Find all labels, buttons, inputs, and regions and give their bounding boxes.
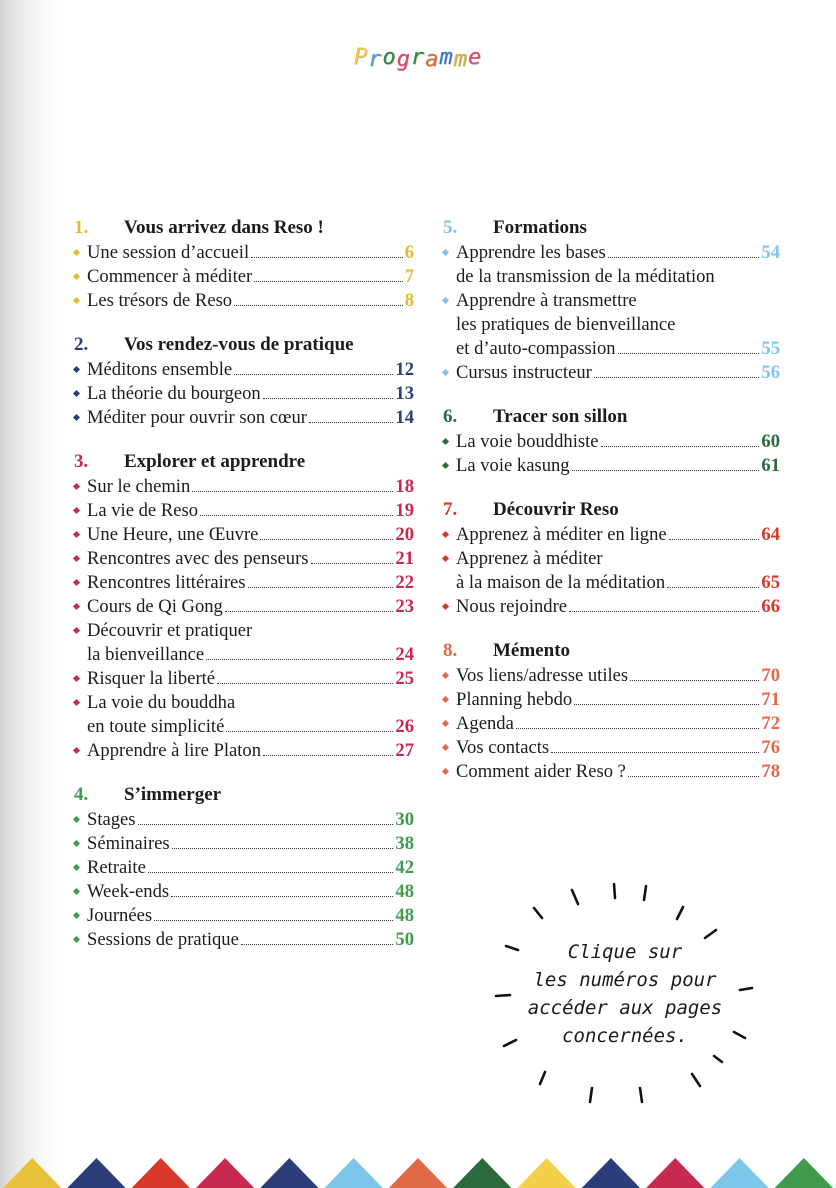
dot-leader <box>200 515 393 516</box>
page-number-link[interactable]: 66 <box>761 596 780 617</box>
dot-leader <box>572 470 760 471</box>
entry-line <box>87 241 414 265</box>
section-number: 3. <box>74 451 89 472</box>
section-number: 6. <box>443 406 458 427</box>
toc-entry <box>74 475 414 499</box>
entry-line <box>87 523 414 547</box>
bullet-diamond-icon <box>73 864 80 871</box>
dot-leader <box>206 659 393 660</box>
bullet-diamond-icon <box>73 297 80 304</box>
title-letter: o <box>382 45 397 70</box>
entry-line <box>87 406 414 430</box>
bullet-diamond-icon <box>73 531 80 538</box>
entry-line <box>87 928 414 952</box>
toc-entry <box>74 595 414 619</box>
bullet-diamond-icon <box>73 414 80 421</box>
entry-label: Apprendre à lire Platon <box>87 740 261 761</box>
bullet-diamond-icon <box>73 555 80 562</box>
entry-line <box>456 712 780 736</box>
dot-leader <box>618 353 760 354</box>
bullet-diamond-icon <box>442 531 449 538</box>
entry-line <box>87 856 414 880</box>
entry-label: Sur le chemin <box>87 476 191 497</box>
entry-label: La vie de Reso <box>87 500 199 521</box>
entry-line <box>87 475 414 499</box>
entry-line <box>87 691 414 715</box>
dot-leader <box>138 824 394 825</box>
page-number-link[interactable]: 24 <box>395 644 414 665</box>
footer-triangle <box>196 1158 254 1188</box>
entry-label: La voie kasung <box>456 455 570 476</box>
page-number-link[interactable]: 56 <box>761 362 780 383</box>
page-number-link[interactable]: 60 <box>761 431 780 452</box>
dot-leader <box>551 752 759 753</box>
section-number: 7. <box>443 499 458 520</box>
toc-entry <box>74 382 414 406</box>
title-letter: g <box>396 47 411 72</box>
toc-entry <box>74 856 414 880</box>
callout-line: Clique sur <box>567 941 683 963</box>
entry-label: Agenda <box>456 713 514 734</box>
page-number-link[interactable]: 61 <box>761 455 780 476</box>
entry-line <box>456 736 780 760</box>
entry-label: Commencer à méditer <box>87 266 253 287</box>
entry-line <box>456 430 780 454</box>
entry-label: Apprenez à méditer en ligne <box>456 524 667 545</box>
dot-leader <box>154 920 393 921</box>
toc-entry <box>74 571 414 595</box>
toc-entry <box>74 880 414 904</box>
entry-label: en toute simplicité <box>87 716 225 737</box>
page-number-link[interactable]: 70 <box>761 665 780 686</box>
entry-label: La voie du bouddha <box>87 692 236 713</box>
dot-leader <box>669 539 760 540</box>
entry-label: les pratiques de bienveillance <box>456 314 676 335</box>
section-number: 8. <box>443 640 458 661</box>
entry-label: Vos contacts <box>456 737 550 758</box>
toc-entry <box>74 406 414 430</box>
page-number-link[interactable]: 8 <box>404 290 414 311</box>
bullet-diamond-icon <box>73 627 80 634</box>
page-number-link[interactable]: 20 <box>395 524 414 545</box>
entry-label: Risquer la liberté <box>87 668 216 689</box>
entry-label: La voie bouddhiste <box>456 431 599 452</box>
entry-line <box>87 382 414 406</box>
footer-triangle <box>775 1158 833 1188</box>
entry-line <box>87 667 414 691</box>
entry-line <box>87 904 414 928</box>
entry-label: Retraite <box>87 857 146 878</box>
toc-entry <box>443 688 780 712</box>
bullet-diamond-icon <box>442 744 449 751</box>
title-letter: a <box>425 47 440 72</box>
title-letter: e <box>467 45 483 70</box>
entry-label: La théorie du bourgeon <box>87 383 261 404</box>
entry-line <box>456 313 780 337</box>
toc-section <box>443 499 780 619</box>
dot-leader <box>172 848 394 849</box>
page-number-link[interactable]: 55 <box>761 338 780 359</box>
entry-line <box>87 643 414 667</box>
page-number-link[interactable]: 42 <box>395 857 414 878</box>
entry-label: Week-ends <box>87 881 170 902</box>
toc-entry <box>74 739 414 763</box>
page-number-link[interactable]: 30 <box>395 809 414 830</box>
entry-label: de la transmission de la méditation <box>456 266 715 287</box>
bullet-diamond-icon <box>442 768 449 775</box>
entry-label: Séminaires <box>87 833 170 854</box>
section-number: 2. <box>74 334 89 355</box>
title-letter: r <box>368 47 383 72</box>
entry-line <box>456 571 780 595</box>
callout-line: accéder aux pages <box>527 997 723 1019</box>
entry-line <box>456 289 780 313</box>
entry-line <box>456 688 780 712</box>
toc-entry <box>74 832 414 856</box>
entry-label: Méditons ensemble <box>87 359 233 380</box>
page-number-link[interactable]: 48 <box>395 905 414 926</box>
entry-line <box>87 880 414 904</box>
entry-line <box>87 571 414 595</box>
entry-label: Découvrir et pratiquer <box>87 620 253 641</box>
toc-entry <box>443 523 780 547</box>
footer-triangle <box>389 1158 447 1188</box>
dot-leader <box>148 872 394 873</box>
footer-triangle <box>3 1158 61 1188</box>
bullet-diamond-icon <box>73 390 80 397</box>
callout-bubble <box>490 880 760 1110</box>
toc-entry <box>74 808 414 832</box>
bullet-diamond-icon <box>442 369 449 376</box>
section-heading <box>74 334 414 358</box>
toc-entry <box>74 547 414 571</box>
entry-line <box>456 337 780 361</box>
entry-label: Journées <box>87 905 153 926</box>
bullet-diamond-icon <box>73 888 80 895</box>
entry-label: Nous rejoindre <box>456 596 568 617</box>
bullet-diamond-icon <box>73 507 80 514</box>
page-number-link[interactable]: 72 <box>761 713 780 734</box>
toc-section <box>74 334 414 430</box>
page-number-link[interactable]: 14 <box>395 407 414 428</box>
bullet-diamond-icon <box>73 816 80 823</box>
page-number-link[interactable]: 22 <box>395 572 414 593</box>
entry-label: Cours de Qi Gong <box>87 596 223 617</box>
bullet-diamond-icon <box>442 696 449 703</box>
entry-label: Vos liens/adresse utiles <box>456 665 629 686</box>
toc-entry <box>443 664 780 688</box>
dot-leader <box>226 731 393 732</box>
entry-label: Les trésors de Reso <box>87 290 233 311</box>
title-letter: m <box>439 45 454 70</box>
entry-line <box>456 547 780 571</box>
entry-line <box>456 595 780 619</box>
footer-triangle <box>132 1158 190 1188</box>
dot-leader <box>630 680 759 681</box>
entry-line <box>87 739 414 763</box>
entry-label: Rencontres avec des penseurs <box>87 548 309 569</box>
section-number: 5. <box>443 217 458 238</box>
toc-entry <box>443 454 780 478</box>
page-number-link[interactable]: 78 <box>761 761 780 782</box>
bullet-diamond-icon <box>73 579 80 586</box>
bullet-diamond-icon <box>73 603 80 610</box>
footer-triangle <box>646 1158 704 1188</box>
toc-entry <box>74 619 414 667</box>
entry-label: Planning hebdo <box>456 689 573 710</box>
footer-triangle <box>582 1158 640 1188</box>
entry-line <box>87 619 414 643</box>
section-number: 4. <box>74 784 89 805</box>
toc-entry <box>443 760 780 784</box>
page-number-link[interactable]: 21 <box>395 548 414 569</box>
page-number-link[interactable]: 71 <box>761 689 780 710</box>
bullet-diamond-icon <box>442 462 449 469</box>
entry-label: Cursus instructeur <box>456 362 592 383</box>
page-number-link[interactable]: 6 <box>404 242 414 263</box>
page-number-link[interactable]: 7 <box>404 266 414 287</box>
section-heading <box>74 217 414 241</box>
page-number-link[interactable]: 26 <box>395 716 414 737</box>
page-title <box>0 46 836 71</box>
entry-line <box>87 358 414 382</box>
dot-leader <box>234 305 403 306</box>
callout-text <box>510 938 740 1050</box>
section-heading <box>74 784 414 808</box>
page-number-link[interactable]: 18 <box>395 476 414 497</box>
toc-entry <box>74 265 414 289</box>
entry-label: Apprenez à méditer <box>456 548 603 569</box>
callout-line: les numéros pour <box>533 969 717 991</box>
section-heading <box>443 499 780 523</box>
footer-triangle <box>710 1158 768 1188</box>
toc-entry <box>74 667 414 691</box>
toc-section <box>443 406 780 478</box>
title-letter: P <box>353 45 369 70</box>
toc-column-right <box>443 217 780 805</box>
page-number-link[interactable]: 12 <box>395 359 414 380</box>
dot-leader <box>217 683 393 684</box>
entry-line <box>87 832 414 856</box>
section-title: Tracer son sillon <box>493 406 628 427</box>
dot-leader <box>225 611 394 612</box>
toc-entry <box>74 289 414 313</box>
entry-line <box>456 523 780 547</box>
entry-label: Une Heure, une Œuvre <box>87 524 259 545</box>
dot-leader <box>241 944 394 945</box>
bullet-diamond-icon <box>442 720 449 727</box>
entry-label: à la maison de la méditation <box>456 572 666 593</box>
entry-line <box>87 808 414 832</box>
dot-leader <box>309 422 393 423</box>
section-title: Explorer et apprendre <box>124 451 306 472</box>
dot-leader <box>251 257 403 258</box>
bullet-diamond-icon <box>73 675 80 682</box>
footer-triangle <box>517 1158 575 1188</box>
toc-section <box>443 640 780 784</box>
footer-triangle <box>325 1158 383 1188</box>
entry-line <box>456 241 780 265</box>
section-title: Formations <box>493 217 587 238</box>
section-heading <box>74 451 414 475</box>
toc-entry <box>74 241 414 265</box>
dot-leader <box>248 587 394 588</box>
entry-line <box>456 760 780 784</box>
toc-section <box>74 217 414 313</box>
entry-label: et d’auto-compassion <box>456 338 616 359</box>
dot-leader <box>594 377 760 378</box>
entry-label: la bienveillance <box>87 644 205 665</box>
toc-entry <box>443 547 780 595</box>
page-edge-shadow <box>0 0 60 1188</box>
toc-entry <box>74 691 414 739</box>
dot-leader <box>260 539 393 540</box>
toc-entry <box>443 595 780 619</box>
entry-label: Méditer pour ouvrir son cœur <box>87 407 307 428</box>
entry-line <box>87 715 414 739</box>
dot-leader <box>628 776 760 777</box>
page-number-link[interactable]: 25 <box>395 668 414 689</box>
footer-triangle <box>260 1158 318 1188</box>
bullet-diamond-icon <box>73 936 80 943</box>
entry-label: Stages <box>87 809 136 830</box>
toc-entry <box>74 928 414 952</box>
bullet-diamond-icon <box>442 603 449 610</box>
page-number-link[interactable]: 38 <box>395 833 414 854</box>
bullet-diamond-icon <box>442 438 449 445</box>
entry-label: Une session d’accueil <box>87 242 250 263</box>
entry-label: Rencontres littéraires <box>87 572 246 593</box>
dot-leader <box>601 446 760 447</box>
page-number-link[interactable]: 13 <box>395 383 414 404</box>
bullet-diamond-icon <box>73 699 80 706</box>
section-title: Vos rendez-vous de pratique <box>124 334 354 355</box>
footer-triangle <box>67 1158 125 1188</box>
dot-leader <box>311 563 394 564</box>
page-number-link[interactable]: 54 <box>761 242 780 263</box>
bullet-diamond-icon <box>73 747 80 754</box>
entry-label: Comment aider Reso ? <box>456 761 626 782</box>
entry-line <box>456 664 780 688</box>
page-number-link[interactable]: 27 <box>395 740 414 761</box>
section-heading <box>443 406 780 430</box>
toc-section <box>74 784 414 952</box>
page-number-link[interactable]: 64 <box>761 524 780 545</box>
entry-line <box>456 265 780 289</box>
dot-leader <box>574 704 759 705</box>
page-number-link[interactable]: 48 <box>395 881 414 902</box>
entry-line <box>456 454 780 478</box>
toc-entry <box>74 358 414 382</box>
bullet-diamond-icon <box>442 297 449 304</box>
entry-line <box>456 361 780 385</box>
section-number: 1. <box>74 217 89 238</box>
page-number-link[interactable]: 76 <box>761 737 780 758</box>
toc-entry <box>443 712 780 736</box>
dot-leader <box>263 755 393 756</box>
toc-entry <box>443 289 780 361</box>
toc-entry <box>443 736 780 760</box>
toc-section <box>443 217 780 385</box>
toc-entry <box>443 430 780 454</box>
toc-entry <box>74 499 414 523</box>
page-number-link[interactable]: 23 <box>395 596 414 617</box>
bullet-diamond-icon <box>442 672 449 679</box>
bullet-diamond-icon <box>73 912 80 919</box>
dot-leader <box>516 728 760 729</box>
toc-section <box>74 451 414 763</box>
toc-entry <box>74 904 414 928</box>
section-title: S’immerger <box>124 784 222 805</box>
dot-leader <box>569 611 759 612</box>
entry-line <box>87 547 414 571</box>
bullet-diamond-icon <box>73 273 80 280</box>
entry-label: Apprendre les bases <box>456 242 606 263</box>
bullet-diamond-icon <box>73 366 80 373</box>
page-number-link[interactable]: 19 <box>395 500 414 521</box>
bullet-diamond-icon <box>442 555 449 562</box>
entry-line <box>87 499 414 523</box>
dot-leader <box>171 896 393 897</box>
bullet-diamond-icon <box>73 483 80 490</box>
toc-entry <box>443 241 780 289</box>
dot-leader <box>667 587 759 588</box>
dot-leader <box>192 491 393 492</box>
entry-label: Sessions de pratique <box>87 929 239 950</box>
footer-triangle <box>453 1158 511 1188</box>
section-heading <box>443 217 780 241</box>
toc-entry <box>443 361 780 385</box>
callout-line: concernées. <box>562 1025 688 1047</box>
dot-leader <box>608 257 760 258</box>
section-heading <box>443 640 780 664</box>
page-number-link[interactable]: 65 <box>761 572 780 593</box>
dot-leader <box>263 398 394 399</box>
dot-leader <box>254 281 402 282</box>
bullet-diamond-icon <box>442 249 449 256</box>
entry-label: Apprendre à transmettre <box>456 290 637 311</box>
section-title: Vous arrivez dans Reso ! <box>124 217 324 238</box>
dot-leader <box>234 374 393 375</box>
page-number-link[interactable]: 50 <box>395 929 414 950</box>
bullet-diamond-icon <box>73 249 80 256</box>
bullet-diamond-icon <box>73 840 80 847</box>
title-letter: m <box>453 47 468 72</box>
entry-line <box>87 265 414 289</box>
section-title: Mémento <box>493 640 571 661</box>
section-title: Découvrir Reso <box>493 499 619 520</box>
toc-column-left <box>74 217 414 973</box>
entry-line <box>87 289 414 313</box>
title-letter: r <box>410 45 426 70</box>
entry-line <box>87 595 414 619</box>
footer-triangle-border <box>0 1152 836 1188</box>
toc-entry <box>74 523 414 547</box>
